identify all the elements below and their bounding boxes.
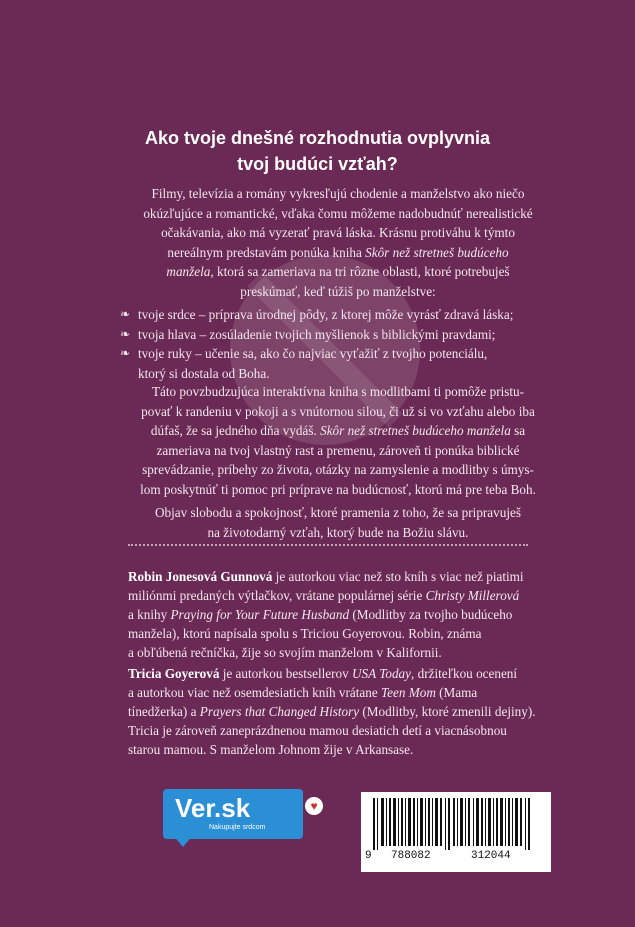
author-bio-tricia	[128, 664, 568, 759]
text-line: okúzľujúce a romantické, vďaka čomu môžeme nadobudnúť nerealistické	[143, 205, 533, 221]
bullet-icon: ❧	[120, 307, 131, 321]
text-span: tínedžerka) a	[128, 704, 200, 719]
text-line: sprevádzanie, príbehy zo života, otázky na zamyslenie a modlitby s úmys-	[142, 462, 534, 477]
list-item	[120, 325, 560, 345]
description-paragraph	[118, 382, 558, 499]
book-title: Skôr než stretneš budúceho manžela	[320, 423, 511, 438]
isbn-barcode	[361, 792, 551, 872]
text-span: dúfaš, že sa jedného dňa vydáš.	[150, 423, 321, 438]
list-item-text: tvoje ruky – učenie sa, ako čo najviac vyťažiť z tvojho potenciálu,	[138, 346, 488, 361]
text-line: lom poskytnúť ti pomoc pri príprave na budúcnosť, ktorú má pre teba Boh.	[140, 481, 536, 497]
text-span: (Modlitby, ktoré zmenili dejiny).	[359, 704, 536, 719]
logo-wordmark: Ver.sk	[175, 793, 251, 823]
text-line	[118, 421, 558, 441]
logo-bubble-tail	[173, 835, 193, 847]
text-span: je autorkou viac než sto kníh s viac než piatimi	[272, 569, 524, 584]
text-line: zameriava na tvoj vlastný rast a premenu, zároveň ti ponúka biblické	[156, 442, 520, 458]
text-line: Filmy, televízia a romány vykresľujú chodenie a manželstvo ako niečo	[151, 186, 525, 201]
text-line	[128, 586, 568, 605]
barcode-digit-group: 312044	[471, 850, 511, 862]
text-line: manžela), ktorú napísala spolu s Triciou Goyerovou. Robin, známa	[128, 626, 482, 641]
text-line: preskúmať, keď túžiš po manželstve:	[240, 283, 436, 299]
book-title: Teen Mom	[381, 685, 436, 700]
author-name: Tricia Goyerová	[128, 666, 220, 681]
book-title: Praying for Your Future Husband	[170, 607, 350, 622]
book-title: Skôr než stretneš budúceho	[365, 244, 509, 260]
list-item-text: ktorý si dostala od Boha.	[138, 365, 270, 381]
barcode-digit-group: 788082	[391, 850, 431, 862]
text-span: (Mama	[435, 685, 478, 700]
bullet-icon: ❧	[120, 326, 131, 341]
text-line: starou mamou. S manželom Johnom žije v Arkansase.	[128, 742, 414, 757]
text-span: a knihy	[128, 607, 171, 622]
text-line: na životodarný vzťah, ktorý bude na Božiu slávu.	[207, 524, 469, 540]
publisher-logo[interactable]	[163, 789, 318, 845]
bullet-icon: ❧	[120, 346, 131, 360]
text-line: Tricia je zároveň zaneprázdnenou mamou desiatich detí a viacnásobnou	[128, 723, 507, 738]
text-line: povať k randeniu v pokoji a s vnútornou silou, či už si vo vzťahu alebo iba	[141, 403, 535, 419]
barcode-digit-group: 9	[365, 850, 372, 862]
author-name: Robin Jonesová Gunnová	[128, 569, 273, 584]
text-span: sa	[510, 423, 526, 438]
text-line	[128, 605, 568, 624]
dotted-divider	[128, 544, 528, 546]
book-title: Prayers that Changed History	[199, 704, 360, 719]
book-title: manžela	[166, 264, 211, 279]
list-item	[120, 305, 560, 325]
text-span: nereálnym predstavám ponúka kniha	[167, 244, 366, 260]
barcode-bars	[365, 798, 547, 850]
list-item-text: tvoje srdce – príprava úrodnej pôdy, z ktorej môže vyrásť zdravá láska;	[138, 307, 514, 322]
list-item	[120, 344, 560, 383]
cover-heading	[100, 125, 535, 177]
barcode-digits	[361, 850, 551, 868]
book-title: USA Today	[352, 666, 412, 681]
text-span: je autorkou bestsellerov	[219, 666, 353, 681]
closing-paragraph	[118, 503, 558, 542]
text-span: , držiteľkou ocenení	[411, 666, 518, 681]
text-line	[128, 702, 568, 721]
intro-paragraph	[118, 184, 558, 301]
text-line: a obľúbená rečníčka, žije so svojím manželom v Kalifornii.	[128, 645, 442, 660]
text-span: miliónmi predaných výtlačkov, vrátane populárnej série	[128, 588, 426, 603]
heading-line: Ako tvoje dnešné rozhodnutia ovplyvnia	[144, 128, 491, 148]
text-line	[128, 567, 568, 586]
text-line	[118, 243, 558, 263]
text-line	[128, 664, 568, 683]
bullet-list	[120, 305, 560, 383]
logo-tagline: Nakupujte srdcom	[209, 824, 266, 831]
text-span: , ktorá sa zameriava na tri rôzne oblasti, ktoré potrebuješ	[210, 264, 510, 279]
text-line	[118, 262, 558, 282]
text-line	[128, 683, 568, 702]
heart-icon: ♥	[305, 797, 323, 815]
text-span: a autorkou viac než osemdesiatich kníh vrátane	[128, 685, 382, 700]
book-title: Christy Millerová	[425, 588, 520, 603]
text-span: (Modlitby za tvojho budúceho	[349, 607, 513, 622]
text-line: očakávania, ako má vyzerať pravá láska. Krásnu protiváhu k týmto	[161, 225, 515, 240]
list-item-text: tvoja hlava – zosúladenie tvojich myšlienok s biblickými pravdami;	[138, 326, 496, 342]
text-line: Objav slobodu a spokojnosť, ktoré pramenia z toho, že sa pripravuješ	[154, 505, 521, 520]
heading-line: tvoj budúci vzťah?	[237, 154, 398, 174]
text-line: Táto povzbudzujúca interaktívna kniha s modlitbami ti pomôže pristu-	[151, 384, 525, 399]
author-bio-robin	[128, 567, 568, 662]
